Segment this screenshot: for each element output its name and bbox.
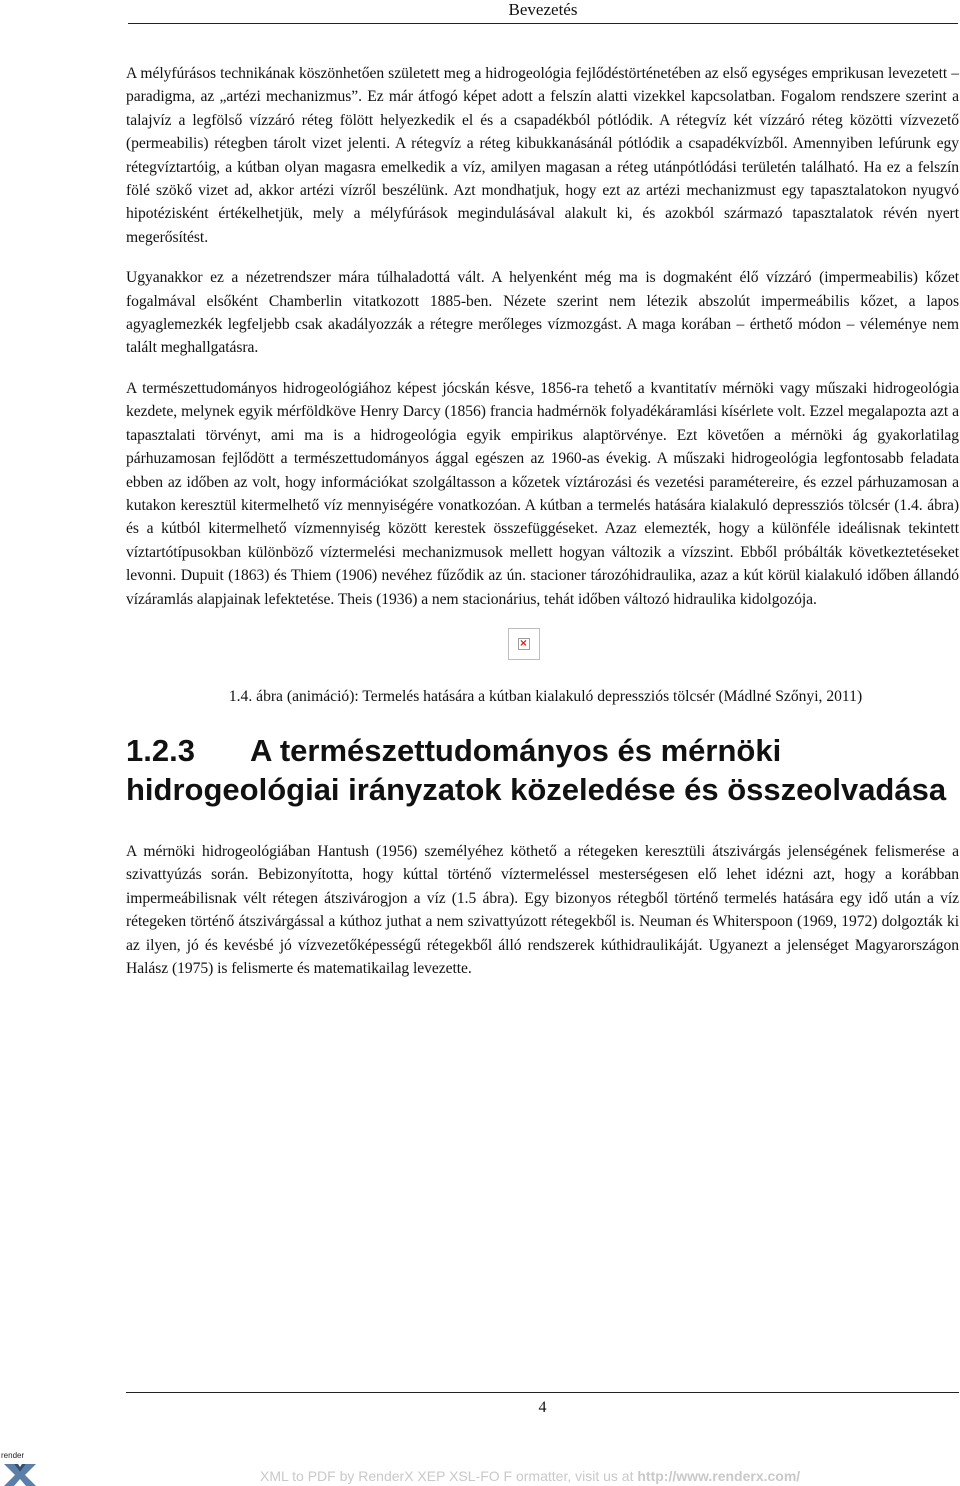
running-header <box>128 0 958 22</box>
renderx-logo-text: render <box>1 1451 25 1460</box>
paragraph-artezi-mechanizmus: A mélyfúrásos technikának köszönhetően született meg a hidrogeológia fejlődéstörténetében az első egységes emprikusan levezetett – paradigma, az „artézi mechanizmus”. Ez már átfogó képet adott a felszín alatti vizekkel kapcsolatban. Fogalom rendszere szerint a talajvíz a legfölső vízzáró réteg fölött helyezkedik el és a csapadékból pótlódik. A rétegvíz két vízzáró réteg közötti vízvezető (permeabilis) rétegben tárolt vizet jelenti. A rétegvíz a réteg kibukkanásánál pótlódik a csapadékvízből. Amennyiben lefúrunk egy rétegvíztartóig, a kútban olyan magasra emelkedik a víz, amilyen magasan a réteg utánpótlódási területén található. Ha ez a felszín fölé szökő vizet ad, akkor artézi vízről beszélünk. Azt mondhatjuk, hogy ezt az artézi mechanizmust egy tapasztalatokon nyugvó hipotézisként értékelhetjük, mely a mélyfúrások megindulásával alakult ki, és azokból származó tapasztalatok révén nyert megerősítést. <box>126 65 959 246</box>
paragraph-hantush: A mérnöki hidrogeológiában Hantush (1956) személyéhez köthető a rétegeken keresztüli átszivárgás jelenségének felismerése a szivattyúzás során. Bebizonyította, hogy kúttal történő víztermeléssel mesterségesen elő lehet idézni azt, hogy a korábban impermeábilisnak vélt rétegen átszivárogjon a víz (1.5 ábra). Egy bizonyos rétegből történő termelés hatására egy idő után a víz rétegeken történő átszivárgással a kúthoz juthat a nem szivattyúzott rétegekből is. Neuman és Whiterspoon (1969, 1972) dolgozták ki az ilyen, jó és kevésbé jó vízvezetőképességű rétegekből álló rendszerek kúthidraulikáját. Ugyanezt a jelenséget Magyarországon Halász (1975) is felismerte és matematikailag levezette. <box>126 842 959 977</box>
renderx-watermark <box>260 1467 800 1485</box>
page-number: 4 <box>538 1399 547 1416</box>
paragraph-muszaki-hidrogeologia: A természettudományos hidrogeológiához képest jócskán késve, 1856-ra tehető a kvantitatív mérnöki vagy műszaki hidrogeológia kezdete, melynek egyik mérföldköve Henry Darcy (1856) francia hadmérnök folyadékáramlási kísérlete volt. Ezzel megalapozta azt a tapasztalati törvényt, ami ma is a hidrogeológia egyik empirikus alaptörvénye. Ezt követően a mérnöki ág gyakorlatilag párhuzamosan fejlődött a természettudományos ággal egészen az 1960-as évekig. A műszaki hidrogeológia legfontosabb feladata ebben az időben az volt, hogy információkat szolgáltasson a kőzetek víztározási és vezetési paramétereire, és ezzel párhuzamosan a kutakon keresztül kitermelhető víz mennyiségére vonatkozóan. A kútban a termelés hatására kialakuló depressziós tölcsér (1.4. ábra) és a kútból kitermelhető vízmennyiség között kerestek összefüggéseket. Azaz elemezték, hogy a különféle ideálisnak tekintett víztartótípusokban különböző víztermelési mechanizmusok mellett hogyan változik a vízszint. Ebből próbálták következtetéseket levonni. Dupuit (1863) és Thiem (1906) nevéhez fűződik az ún. stacioner tározóhidraulika, azaz a kút körül kialakuló időben állandó vízáramlás alapjainak lefektetése. Theis (1936) a nem stacionárius, tehát időben változó hidraulika kidolgozója. <box>126 379 959 608</box>
section-heading <box>126 731 959 770</box>
section-title <box>250 731 781 770</box>
main-content <box>126 62 959 997</box>
section-title-line-1: A természettudományos és mérnöki <box>250 732 782 768</box>
section-title-line-2: hidrogeológiai irányzatok közeledése és összeolvadása <box>126 771 947 807</box>
section-heading-continuation <box>126 770 959 809</box>
paragraph-chamberlin: Ugyanakkor ez a nézetrendszer mára túlhaladottá vált. A helyenként még ma is dogmaként élő vízzáró (impermeabilis) kőzet fogalmával elsőként Chamberlin vitatkozott 1885-ben. Nézete szerint nem létezik abszolút impermeábilis kőzet, a lapos agyaglemezkék legfeljebb csak akadályozzák a rétegre merőleges vízmozgást. A maga korában – érthető módon – véleménye nem talált meghallgatásra. <box>126 269 959 357</box>
header-rule <box>128 23 958 24</box>
renderx-x-icon <box>0 1451 40 1486</box>
running-header-title: Bevezetés <box>508 0 578 19</box>
broken-image-icon: × <box>519 637 528 649</box>
renderx-logo <box>0 1451 40 1486</box>
watermark-link[interactable]: http://www.renderx.com/ <box>637 1468 801 1484</box>
watermark-text: XML to PDF by RenderX XEP XSL-FO F ormatter, visit us at <box>260 1468 638 1484</box>
section-number: 1.2.3 <box>126 732 195 768</box>
footer-rule <box>126 1392 959 1393</box>
figure-placeholder[interactable] <box>508 628 540 660</box>
figure-caption: 1.4. ábra (animáció): Termelés hatására a kútban kialakuló depressziós tölcsér (Mádlné Szőnyi, 2011) <box>228 687 863 705</box>
